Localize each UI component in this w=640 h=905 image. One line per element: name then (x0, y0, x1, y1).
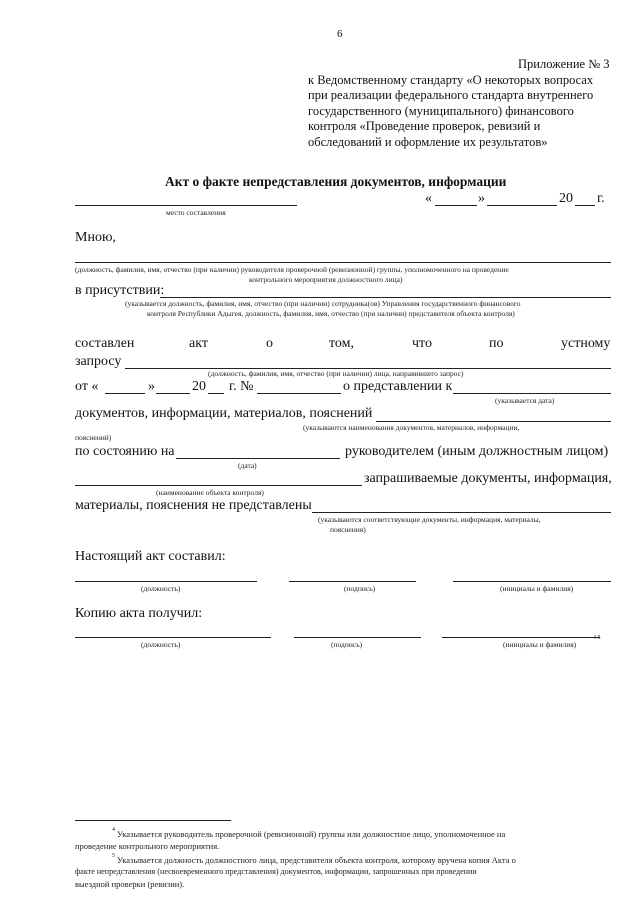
from-close-quote: » (148, 379, 155, 394)
date-month-line (487, 205, 557, 206)
footnote-4-mark: 4 (112, 827, 115, 833)
submission-label: о представлении к (343, 379, 453, 394)
word: по (489, 336, 504, 351)
object-line (75, 485, 362, 486)
footnote-4-text: Указывается руководитель проверочной (ревизионной) группы или должностное лицо, уполномоченное на (117, 829, 506, 839)
appendix-line: государственного (муниципального) финансового (308, 104, 574, 118)
date-year-suffix: г. (597, 191, 605, 206)
head-position-caption: (должность, фамилия, имя, отчество (при наличии) руководителя проверочной (ревизионной) группы, уполномоченного на проведение (75, 265, 509, 274)
presence-caption: (указывается должность, фамилия, имя, отчество (при наличии) сотрудника(ов) Управления государственного финансового (125, 299, 521, 308)
corr-docs-caption: (указываются соответствующие документы, информация, материалы, (318, 515, 541, 524)
appendix-line: к Ведомственному стандарту «О некоторых вопросах (308, 73, 594, 87)
from-day-line (105, 393, 145, 394)
document-title: Акт о факте непредставления документов, информации (165, 174, 507, 189)
from-number-line (257, 393, 341, 394)
not-submitted-line (312, 512, 611, 513)
footnote-5-text-3: выездной проверки (ревизии). (75, 879, 185, 889)
word: том, (329, 336, 355, 351)
presence-line (160, 297, 611, 298)
documents-line (376, 421, 611, 422)
recipient-position-line (75, 637, 271, 638)
from-no-label: г. № (229, 379, 254, 394)
by-me-label: Мною, (75, 230, 116, 245)
signature-caption: (подпись) (344, 584, 376, 593)
from-year-prefix: 20 (192, 379, 206, 394)
appendix-line: при реализации федерального стандарта внутреннего (308, 88, 594, 102)
documents-label: документов, информации, материалов, пояснений (75, 406, 373, 421)
word: устному (561, 336, 611, 351)
word: что (412, 336, 432, 351)
word: о (266, 336, 273, 351)
footnote-ref-mark: 4 5 (593, 635, 601, 641)
position-caption: (должность) (141, 584, 181, 593)
footnote-5-mark: 5 (112, 853, 115, 859)
word: составлен (75, 336, 135, 351)
composed-label: Настоящий акт составил: (75, 549, 226, 564)
word: акт (189, 336, 208, 351)
head-position-caption-2: контрольного мероприятия должностного лица) (249, 275, 403, 284)
appendix-line: Приложение № 3 (518, 57, 610, 71)
composer-position-line (75, 581, 257, 582)
footnote-separator (75, 820, 231, 821)
presence-label: в присутствии: (75, 283, 165, 298)
documents-caption: (указываются наименования документов, материалов, информации, (303, 423, 520, 432)
composer-signature-line (289, 581, 416, 582)
from-label: от « (75, 379, 99, 394)
footnote-5-text: Указывается должность должностного лица, представителя объекта контроля, которому вручена копия Акта о (117, 855, 516, 865)
request-label: запросу (75, 354, 122, 369)
submission-date-line (453, 393, 611, 394)
date-day-line (435, 205, 477, 206)
date-close-quote: » (478, 191, 485, 206)
documents-caption-2: пояснений) (75, 433, 112, 442)
footnote-5-text-2: факте непредставления (несвоевременного представления) документов, информации, запрошенных при проведении (75, 867, 477, 876)
head-other-label: руководителем (иным должностным лицом) (345, 444, 609, 459)
initials-caption: (инициалы и фамилия) (503, 640, 577, 649)
recipient-name-line (442, 637, 600, 638)
date2-caption: (дата) (238, 461, 257, 470)
corr-docs-caption-2: пояснения) (330, 525, 366, 534)
signature-caption: (подпись) (331, 640, 363, 649)
composer-name-line (453, 581, 611, 582)
from-year-line (208, 393, 224, 394)
place-line (75, 205, 297, 206)
footnote-4-text-2: проведение контрольного мероприятия. (75, 841, 220, 851)
as-of-date-line (176, 458, 340, 459)
presence-caption-2: контроля Республики Адыгея, должность, фамилия, имя, отчество (при наличии) представителя объекта контроля) (147, 309, 515, 318)
appendix-line: обследований и оформление их результатов» (308, 135, 548, 149)
date-year-prefix: 20 (559, 191, 573, 206)
date-caption: (указывается дата) (495, 396, 555, 405)
request-caption: (должность, фамилия, имя, отчество (при наличии) лица, направившего запрос) (208, 369, 464, 378)
date-open-quote: « (425, 191, 432, 206)
copy-received-label: Копию акта получил: (75, 606, 203, 621)
not-submitted-label: материалы, пояснения не представлены (75, 498, 312, 513)
requested-label: запрашиваемые документы, информация, (364, 471, 612, 486)
date-year-line (575, 205, 595, 206)
initials-caption: (инициалы и фамилия) (500, 584, 574, 593)
page-number: 6 (337, 28, 343, 40)
head-position-line (75, 262, 611, 263)
as-of-label: по состоянию на (75, 444, 175, 459)
place-caption: место составления (166, 208, 226, 217)
position-caption: (должность) (141, 640, 181, 649)
object-caption: (наименование объекта контроля) (156, 488, 264, 497)
from-month-line (156, 393, 190, 394)
appendix-line: контроля «Проведение проверок, ревизий и (308, 119, 541, 133)
recipient-signature-line (294, 637, 421, 638)
